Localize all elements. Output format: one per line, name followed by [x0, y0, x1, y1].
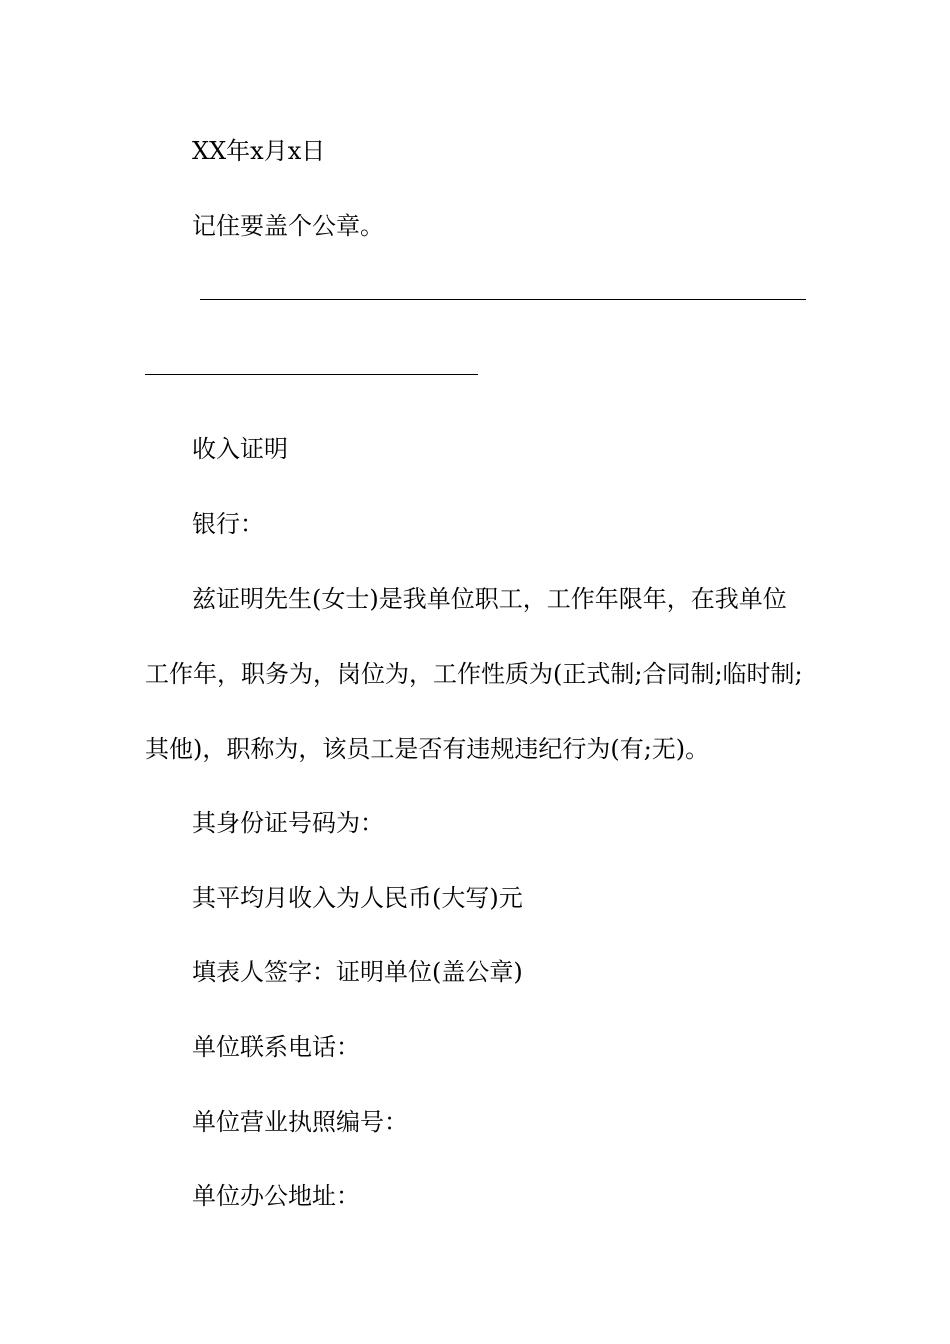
id-number-line: 其身份证号码为： [192, 809, 384, 837]
separator-line-continued [145, 374, 478, 375]
document-title: 收入证明 [192, 435, 288, 463]
body-paragraph-line-3: 其他)，职称为，该员工是否有违规违纪行为(有;无)。 [145, 735, 710, 763]
separator-line [200, 299, 806, 300]
signature-line: 填表人签字：证明单位(盖公章) [192, 958, 523, 986]
address-line: 单位办公地址： [192, 1182, 360, 1210]
body-paragraph-line-2: 工作年，职务为，岗位为，工作性质为(正式制;合同制;临时制; [145, 660, 803, 688]
date-line: XX年x月x日 [192, 137, 326, 165]
addressee: 银行： [192, 510, 264, 538]
stamp-reminder: 记住要盖个公章。 [192, 212, 384, 240]
body-paragraph-line-1: 兹证明先生(女士)是我单位职工，工作年限年，在我单位 [192, 585, 787, 613]
monthly-income-line: 其平均月收入为人民币(大写)元 [192, 884, 523, 912]
phone-line: 单位联系电话： [192, 1033, 360, 1061]
license-number-line: 单位营业执照编号： [192, 1108, 408, 1136]
